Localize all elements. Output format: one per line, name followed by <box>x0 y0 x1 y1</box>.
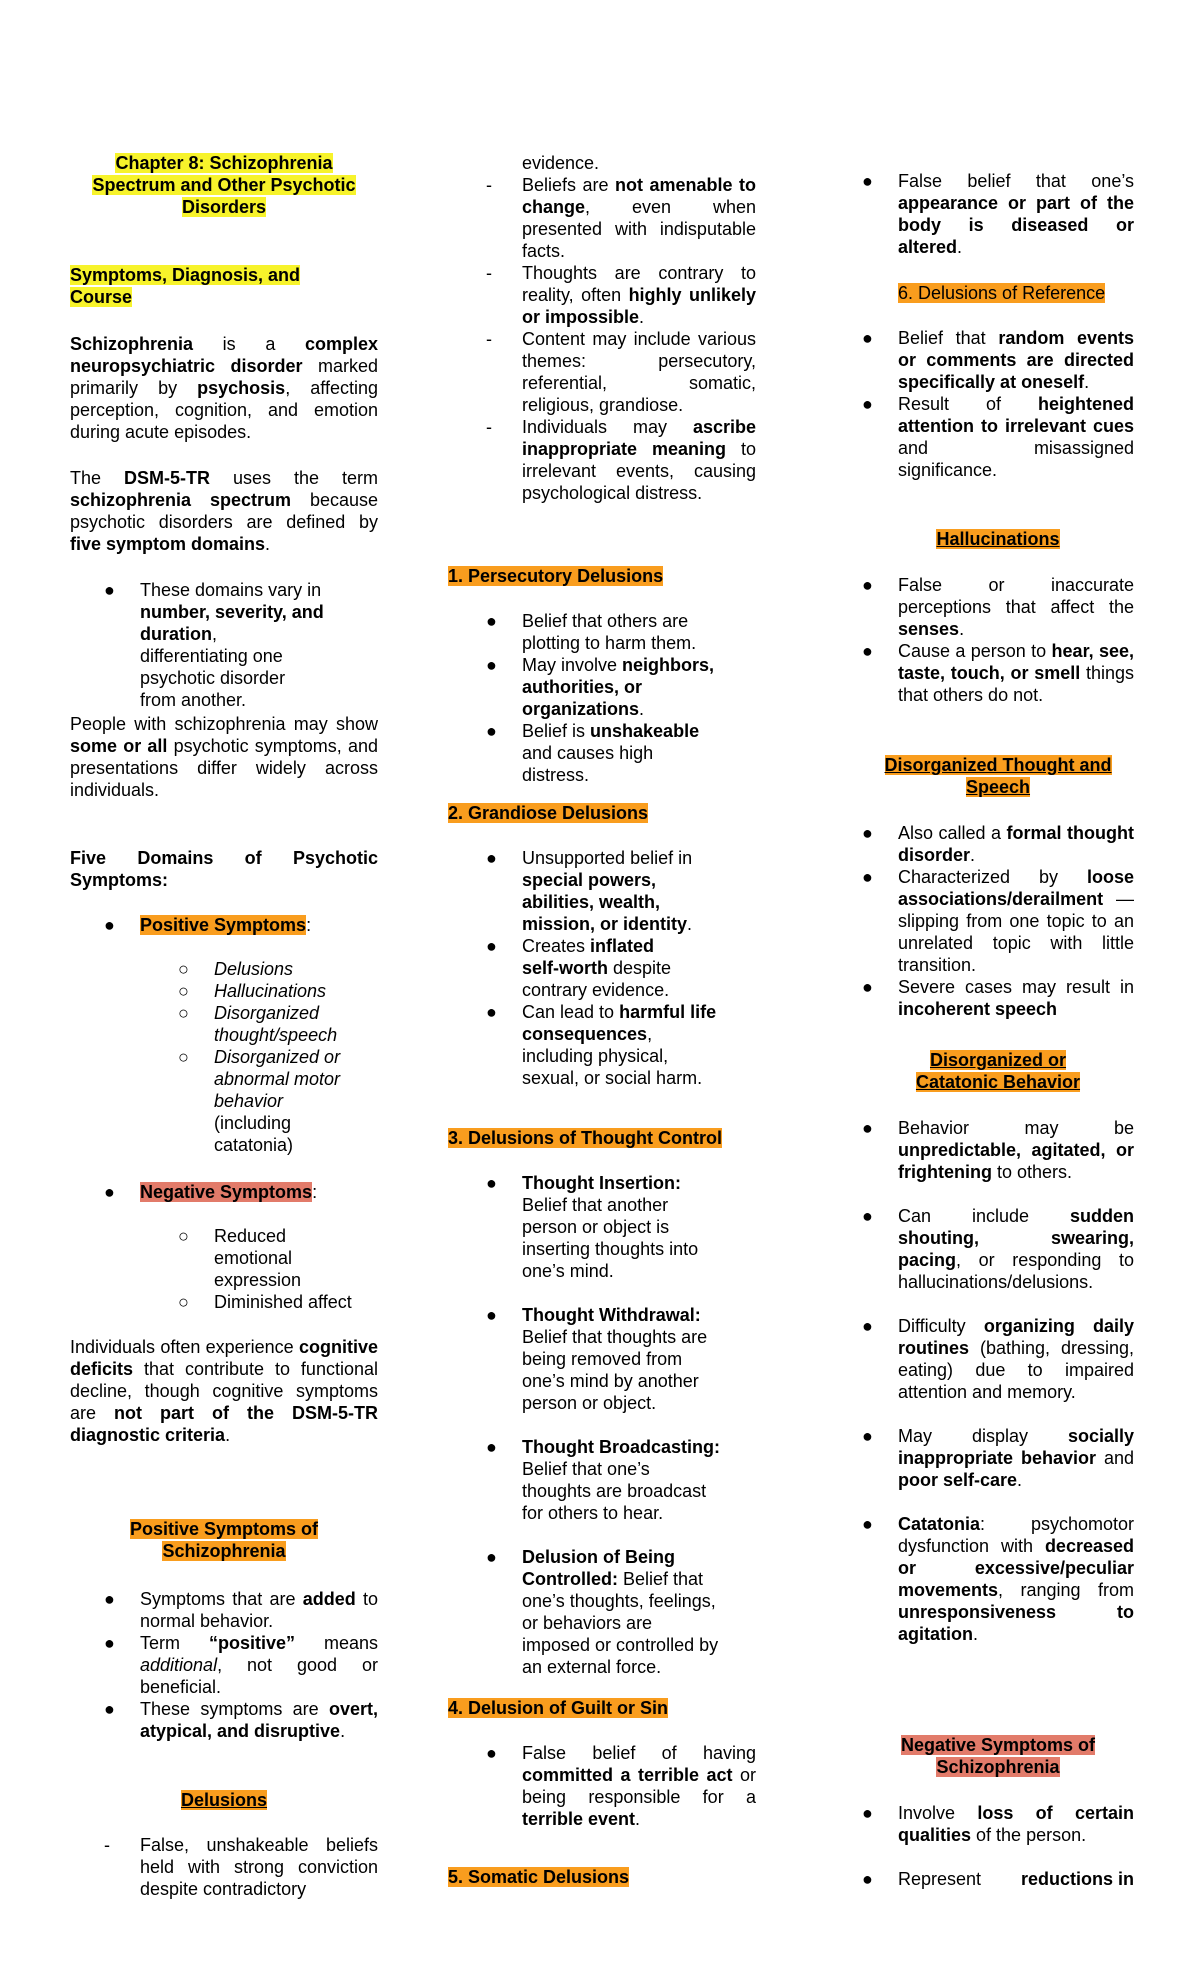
negative-symptoms-item: ● Negative Symptoms: <box>104 1182 318 1202</box>
dash-bullet-icon: - <box>486 329 492 349</box>
dash-bullet-icon: - <box>486 175 492 195</box>
five-domains-heading: Five Domains of Psychotic Symptoms: <box>70 848 378 890</box>
delusions-dash-list <box>486 174 756 504</box>
list-item: ● Cause a person to hear, see, taste, touch, or smell things that others do not. <box>862 641 1134 705</box>
circle-bullet-icon: ○ <box>178 959 189 979</box>
circle-bullet-icon: ○ <box>178 1047 189 1067</box>
dash-bullet-icon: - <box>104 1835 110 1855</box>
bullet-icon: ● <box>104 1699 115 1719</box>
paragraph-schizophrenia-definition: Schizophrenia is a complex neuropsychiatric disorder marked primarily by psychosis, affecting perception, cognition, and emotion during acute episodes. <box>70 334 378 442</box>
thought-control-heading: 3. Delusions of Thought Control <box>448 1128 722 1148</box>
bullet-icon: ● <box>862 171 873 191</box>
disorganized-thought-list <box>862 822 1134 1020</box>
bullet-icon: ● <box>486 655 497 675</box>
list-item: ● False or inaccurate perceptions that affect the senses. <box>862 575 1134 639</box>
circle-bullet-icon: ○ <box>178 1003 189 1023</box>
bullet-icon: ● <box>104 1182 115 1202</box>
list-item: ● Term “positive” means additional, not good or beneficial. <box>104 1633 378 1697</box>
list-item: ● These symptoms are overt, atypical, and disruptive. <box>104 1699 378 1741</box>
guilt-heading: 4. Delusion of Guilt or Sin <box>448 1698 669 1718</box>
list-item: - Beliefs are not amenable to change, even when presented with indisputable facts. <box>486 175 756 261</box>
list-item: ● Characterized by loose associations/derailment — slipping from one topic to an unrelated topic with little transition. <box>862 867 1134 975</box>
list-item: ● False belief that one’s appearance or part of the body is diseased or altered. <box>862 171 1134 257</box>
bullet-icon: ● <box>862 328 873 348</box>
list-item: ● Delusion of Being Controlled: Belief that one’s thoughts, feelings, or behaviors are imposed or controlled by an external force. <box>486 1547 719 1677</box>
list-item: ● May involve neighbors, authorities, or organizations. <box>486 655 715 719</box>
bullet-icon: ● <box>862 1316 873 1336</box>
persecutory-heading: 1. Persecutory Delusions <box>448 566 664 586</box>
circle-bullet-icon: ○ <box>178 1226 189 1246</box>
delusions-heading: Delusions <box>180 1790 268 1810</box>
list-item: - Individuals may ascribe inappropriate meaning to irrelevant events, causing psychological distress. <box>486 417 757 503</box>
bullet-icon: ● <box>486 1547 497 1567</box>
continued-text: evidence. <box>522 153 600 173</box>
list-item: ● Can lead to harmful life consequences, including physical, sexual, or social harm. <box>486 1002 717 1088</box>
list-item: ○ Disorganized thought/speech <box>178 1003 338 1045</box>
list-item: ● Represent reductions in <box>862 1869 1134 1889</box>
list-item: ● False belief of having committed a terrible act or being responsible for a terrible event. <box>486 1743 757 1829</box>
list-item: ● Belief that others are plotting to harm them. <box>486 611 697 653</box>
bullet-icon: ● <box>862 1869 873 1889</box>
list-item: ● May display socially inappropriate behavior and poor self-care. <box>862 1426 1134 1490</box>
list-item: ● Thought Insertion: Belief that another person or object is inserting thoughts into one’s mind. <box>486 1173 699 1281</box>
bullet-icon: ● <box>486 1437 497 1457</box>
list-item: ● Creates inflated self-worth despite contrary evidence. <box>486 936 672 1000</box>
list-item: ○ Disorganized or abnormal motor behavior (including catatonia) <box>178 1047 341 1155</box>
list-item: ○ Diminished affect <box>178 1292 352 1312</box>
bullet-icon: ● <box>862 1803 873 1823</box>
bullet-icon: ● <box>486 1002 497 1022</box>
list-item: ● Thought Withdrawal: Belief that thoughts are being removed from one’s mind by another person or object. <box>486 1305 708 1413</box>
bullet-icon: ● <box>104 580 115 600</box>
list-item: - False, unshakeable beliefs held with strong conviction despite contradictory <box>104 1835 378 1899</box>
positive-symptoms-heading: Positive Symptoms of Schizophrenia <box>129 1519 319 1561</box>
bullet-icon: ● <box>486 1173 497 1193</box>
positive-symptoms-list <box>178 958 358 1156</box>
list-item: ● Thought Broadcasting: Belief that one’s thoughts are broadcast for others to hear. <box>486 1437 720 1523</box>
catatonic-heading: Disorganized or Catatonic Behavior <box>915 1050 1081 1092</box>
circle-bullet-icon: ○ <box>178 981 189 1001</box>
list-item: ● These domains vary in number, severity, and duration, differentiating one psychotic disorder from another. <box>104 580 324 710</box>
list-item: ● Behavior may be unpredictable, agitated, or frightening to others. <box>862 1118 1134 1182</box>
list-item: ● Involve loss of certain qualities of the person. <box>862 1803 1134 1845</box>
paragraph-presentation: People with schizophrenia may show some or all psychotic symptoms, and presentations differ widely across individuals. <box>70 714 378 800</box>
bullet-icon: ● <box>862 575 873 595</box>
list-item: ● Belief that random events or comments are directed specifically at oneself. <box>862 328 1134 392</box>
disorganized-thought-heading: Disorganized Thought and Speech <box>884 755 1112 797</box>
list-item: - Thoughts are contrary to reality, often highly unlikely or impossible. <box>486 263 757 327</box>
grandiose-list <box>486 847 726 1089</box>
list-item: ● Also called a formal thought disorder. <box>862 823 1134 865</box>
catatonic-list <box>862 1117 1134 1645</box>
bullet-icon: ● <box>862 641 873 661</box>
reference-list <box>862 327 1134 481</box>
positive-symptoms-item: ● Positive Symptoms: <box>104 915 312 935</box>
list-item: ● Catatonia: psychomotor dysfunction with decreased or excessive/peculiar movements, ranging from unresponsiveness to agitation. <box>862 1514 1134 1644</box>
circle-bullet-icon: ○ <box>178 1292 189 1312</box>
bullet-icon: ● <box>862 977 873 997</box>
bullet-icon: ● <box>486 1305 497 1325</box>
guilt-list <box>486 1742 756 1830</box>
bullet-icon: ● <box>486 721 497 741</box>
bullet-icon: ● <box>862 1514 873 1534</box>
paragraph-dsm-spectrum: The DSM-5-TR uses the term schizophrenia spectrum because psychotic disorders are defined by five symptom domains. <box>70 468 378 554</box>
dash-bullet-icon: - <box>486 263 492 283</box>
bullet-icon: ● <box>862 1118 873 1138</box>
bullet-icon: ● <box>862 1206 873 1226</box>
list-item: ● Belief is unshakeable and causes high distress. <box>486 721 700 785</box>
list-item: ● Result of heightened attention to irrelevant cues and misassigned significance. <box>862 394 1134 480</box>
list-item: ● Severe cases may result in incoherent speech <box>862 977 1134 1019</box>
hallucinations-heading: Hallucinations <box>936 529 1060 549</box>
negative-symptoms-list <box>178 1225 378 1313</box>
bullet-icon: ● <box>862 867 873 887</box>
list-item: ● Can include sudden shouting, swearing, pacing, or responding to hallucinations/delusions. <box>862 1206 1134 1292</box>
bullet-icon: ● <box>862 823 873 843</box>
bullet-icon: ● <box>486 611 497 631</box>
dash-bullet-icon: - <box>486 417 492 437</box>
bullet-icon: ● <box>104 915 115 935</box>
bullet-icon: ● <box>862 1426 873 1446</box>
bullet-icon: ● <box>486 936 497 956</box>
bullet-icon: ● <box>862 394 873 414</box>
bullet-icon: ● <box>486 848 497 868</box>
hallucinations-list <box>862 574 1134 706</box>
grandiose-heading: 2. Grandiose Delusions <box>448 803 649 823</box>
bullet-icon: ● <box>104 1589 115 1609</box>
somatic-heading: 5. Somatic Delusions <box>448 1867 630 1887</box>
somatic-list <box>862 170 1134 258</box>
negative-symptoms-list <box>862 1802 1134 1890</box>
list-item: - Content may include various themes: persecutory, referential, somatic, religious, grandiose. <box>486 329 756 415</box>
bullet-icon: ● <box>104 1633 115 1653</box>
positive-symptoms-bullets <box>104 1588 378 1742</box>
section-heading: Symptoms, Diagnosis, and Course <box>70 265 301 307</box>
list-item: ● Symptoms that are added to normal behavior. <box>104 1589 379 1631</box>
reference-heading: 6. Delusions of Reference <box>898 283 1106 303</box>
paragraph-cognitive-deficits: Individuals often experience cognitive deficits that contribute to functional decline, though cognitive symptoms are not part of the DSM-5-TR diagnostic criteria. <box>70 1337 378 1445</box>
list-item: ○ Hallucinations <box>178 981 327 1001</box>
bullet-icon: ● <box>486 1743 497 1763</box>
list-item: ○ Reduced emotional expression <box>178 1226 302 1290</box>
list-item: ○ Delusions <box>178 959 294 979</box>
persecutory-list <box>486 610 716 786</box>
chapter-title: Chapter 8: Schizophrenia Spectrum and Other Psychotic Disorders <box>92 153 356 217</box>
negative-symptoms-heading: Negative Symptoms of Schizophrenia <box>900 1735 1096 1777</box>
thought-control-list <box>486 1172 722 1678</box>
list-item: ● Unsupported belief in special powers, abilities, wealth, mission, or identity. <box>486 848 693 934</box>
list-item: ● Difficulty organizing daily routines (bathing, dressing, eating) due to impaired attention and memory. <box>862 1316 1135 1402</box>
